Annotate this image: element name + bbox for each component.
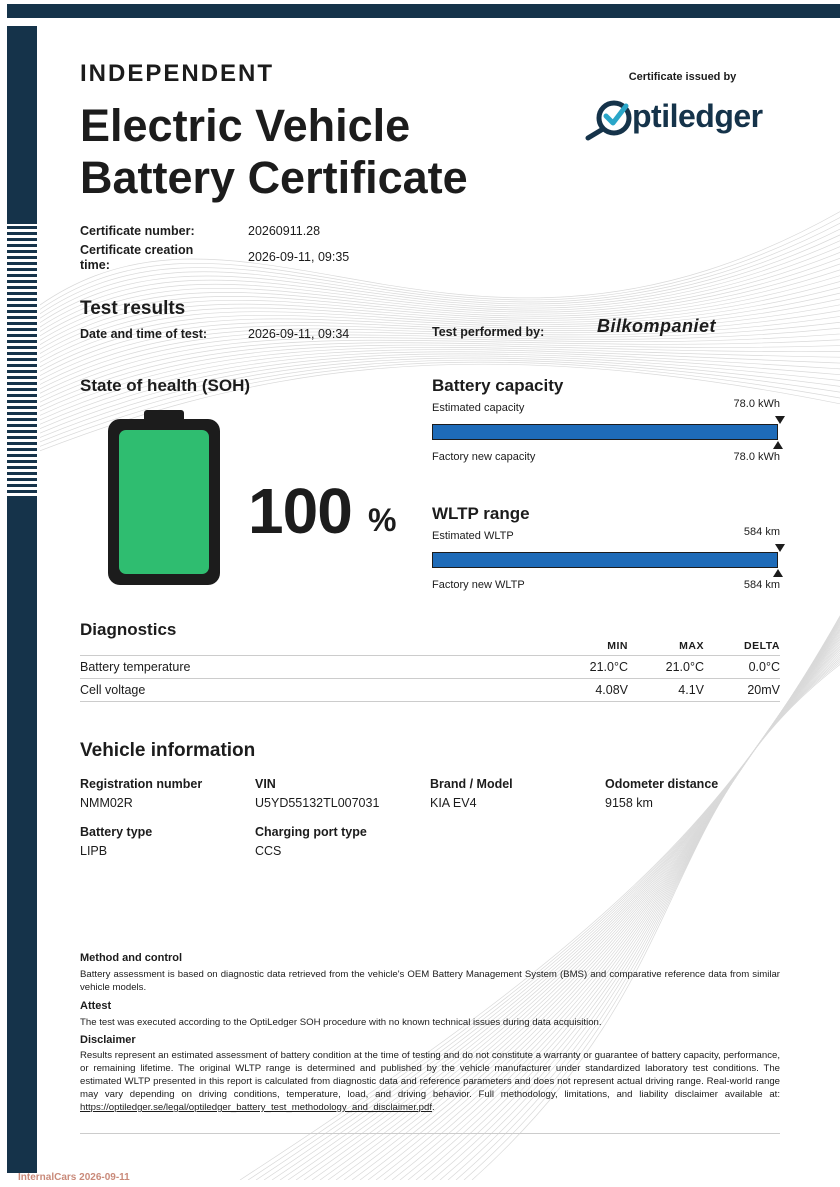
side-border-bottom: [7, 496, 37, 1173]
vin-value: U5YD55132TL007031: [255, 796, 380, 810]
disclaimer-link[interactable]: https://optiledger.se/legal/optiledger_battery_test_methodology_and_disclaimer.pdf: [80, 1102, 433, 1113]
odometer-label: Odometer distance: [605, 777, 719, 791]
charging-port-value: CCS: [255, 844, 282, 858]
wltp-factory-marker: [773, 569, 783, 577]
certificate-number-label: Certificate number:: [80, 224, 195, 238]
footer-note: InternalCars 2026-09-11: [18, 1172, 130, 1183]
wltp-bar: [432, 552, 778, 568]
diagnostics-heading: Diagnostics: [80, 620, 177, 639]
soh-heading: State of health (SOH): [80, 376, 251, 395]
capacity-meter: [432, 398, 780, 468]
disclaimer-heading: Disclaimer: [80, 1034, 136, 1046]
page-title: [80, 100, 540, 204]
wltp-meter: [432, 526, 780, 596]
odometer-value: 9158 km: [605, 796, 653, 810]
diagnostics-col-delta: DELTA: [744, 640, 780, 652]
test-performer-logo: Bilkompaniet: [597, 316, 717, 336]
issuer-brand-text: ptiledger: [632, 98, 763, 134]
top-border-stripe: [7, 4, 840, 18]
brand-model-value: KIA EV4: [430, 796, 477, 810]
method-text: Battery assessment is based on diagnostic data retrieved from the vehicle's OEM Battery Management System (BMS) and comparative reference data from similar vehicle models.: [80, 969, 780, 993]
diagnostics-row-min: 4.08V: [595, 683, 628, 697]
wltp-estimated-label: Estimated WLTP: [432, 530, 514, 542]
wltp-factory-value: 584 km: [743, 579, 780, 591]
test-datetime-value: 2026-09-11, 09:34: [248, 327, 350, 341]
method-heading: Method and control: [80, 952, 183, 964]
wave-line: [40, 276, 840, 371]
vin-label: VIN: [255, 777, 276, 791]
diagnostics-table: [80, 636, 780, 702]
side-border-top: [7, 26, 37, 224]
test-datetime-label: Date and time of test:: [80, 327, 208, 341]
diagnostics-row-min: 21.0°C: [589, 660, 628, 674]
wave-line: [40, 225, 840, 337]
capacity-bar: [432, 424, 778, 440]
certificate-eyebrow: INDEPENDENT: [80, 60, 275, 87]
capacity-estimated-label: Estimated capacity: [432, 402, 525, 414]
test-results-heading: Test results: [80, 298, 186, 319]
registration-label: Registration number: [80, 777, 203, 791]
optiledger-logo: [584, 98, 784, 142]
certificate-number-value: 20260911.28: [248, 224, 321, 238]
battery-fill-level: [119, 430, 209, 574]
soh-unit: %: [368, 502, 397, 538]
diagnostics-col-max: MAX: [679, 640, 704, 652]
disclaimer-end: .: [432, 1102, 435, 1113]
diagnostics-header-row: [80, 636, 780, 656]
side-border: [7, 26, 37, 1173]
certificate-created-value: 2026-09-11, 09:35: [248, 250, 350, 264]
wave-line: [40, 332, 840, 408]
issuer-label: Certificate issued by: [628, 71, 737, 83]
capacity-heading: Battery capacity: [432, 376, 564, 395]
battery-type-value: LIPB: [80, 844, 108, 858]
capacity-estimated-value: 78.0 kWh: [733, 398, 780, 410]
diagnostics-row-max: 4.1V: [678, 683, 704, 697]
capacity-factory-marker: [773, 441, 783, 449]
disclaimer-text: [80, 1049, 780, 1114]
test-performer-label: Test performed by:: [432, 325, 545, 339]
wltp-factory-label: Factory new WLTP: [432, 579, 525, 591]
top-border: [0, 0, 840, 18]
title-line-2: Battery Certificate: [80, 152, 468, 203]
certificate-created-label-line-2: time:: [80, 258, 110, 272]
wltp-estimated-value: 584 km: [743, 526, 780, 538]
vehicle-info-heading: Vehicle information: [80, 740, 256, 761]
registration-value: NMM02R: [80, 796, 133, 810]
magnifier-check-icon: [584, 98, 636, 142]
wltp-heading: WLTP range: [432, 504, 530, 523]
diagnostics-row-delta: 0.0°C: [748, 660, 780, 674]
battery-icon: [108, 410, 220, 585]
title-line-1: Electric Vehicle: [80, 100, 411, 151]
side-border-striped: [7, 226, 37, 494]
brand-model-label: Brand / Model: [430, 777, 513, 791]
bottom-divider: [80, 1133, 780, 1134]
diagnostics-row-max: 21.0°C: [665, 660, 704, 674]
diagnostics-row-delta: 20mV: [747, 683, 780, 697]
capacity-estimated-marker: [775, 416, 785, 424]
soh-value: 100: [248, 475, 352, 547]
disclaimer-body: Results represent an estimated assessment of battery condition at the time of testing and do not constitute a warranty or guarantee of battery capacity, performance, or remaining lifetime. The original WLTP range is determined and published by the vehicle manufacturer under standardized laboratory test conditions. The estimated WLTP presented in this report is calculated from diagnostic data and reference parameters and does not represent actual driving range. Real-world range may vary depending on driving conditions, temperature, load, and driving behavior. Full methodology, limitations, and liability disclaimer available at:: [80, 1050, 780, 1100]
certificate-created-label: [80, 243, 193, 273]
table-row: [80, 679, 780, 702]
attest-text: The test was executed according to the OptiLedger SOH procedure with no known technical issues during data acquisition.: [80, 1017, 602, 1028]
attest-heading: Attest: [80, 1000, 112, 1012]
battery-type-label: Battery type: [80, 825, 153, 839]
diagnostics-col-min: MIN: [607, 640, 628, 652]
diagnostics-row-name: Battery temperature: [80, 660, 191, 674]
capacity-factory-value: 78.0 kWh: [733, 451, 780, 463]
table-row: [80, 656, 780, 679]
wltp-estimated-marker: [775, 544, 785, 552]
capacity-factory-label: Factory new capacity: [432, 451, 536, 463]
charging-port-label: Charging port type: [255, 825, 367, 839]
diagnostics-row-name: Cell voltage: [80, 683, 146, 697]
certificate-created-label-line-1: Certificate creation: [80, 243, 194, 257]
